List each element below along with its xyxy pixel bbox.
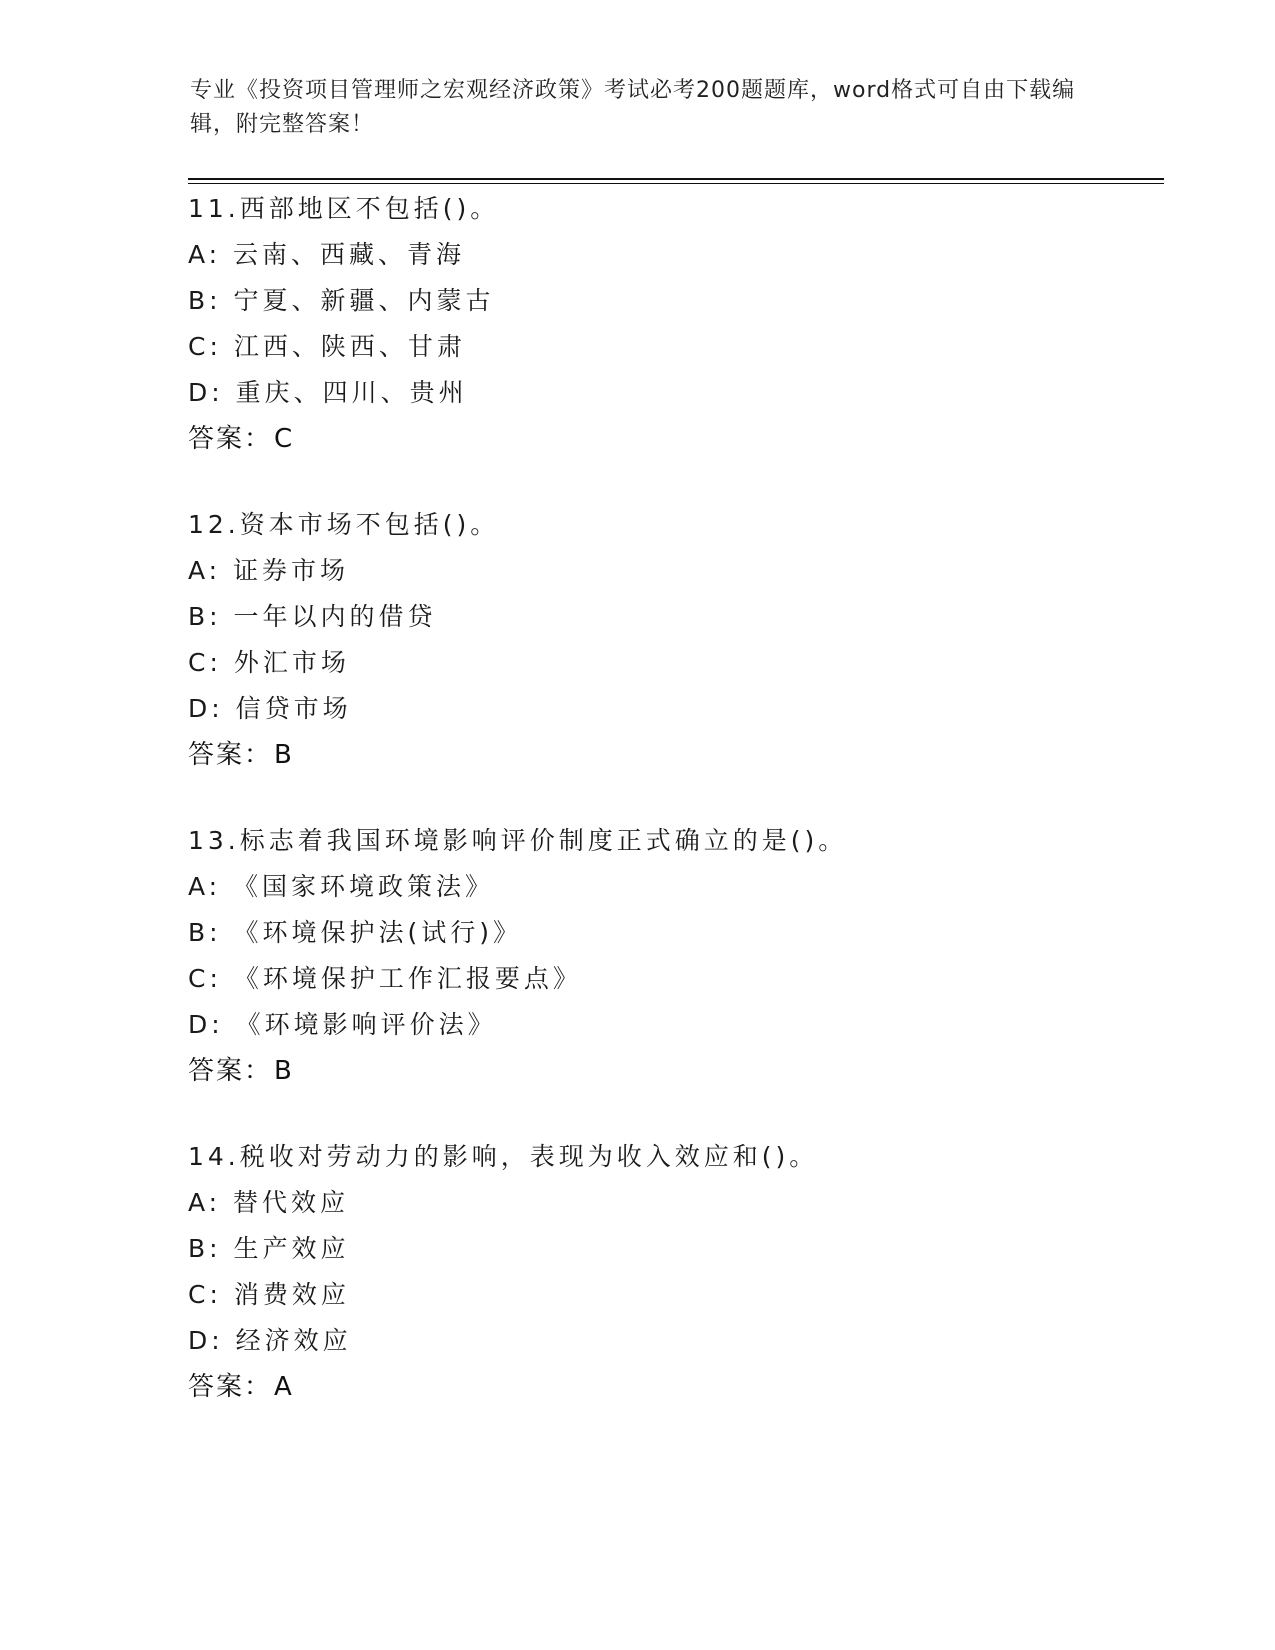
option-c: C: 江西、陕西、甘肃 bbox=[188, 332, 466, 361]
answer-line bbox=[188, 1364, 1148, 1410]
question-block-12 bbox=[188, 502, 1148, 778]
header-rule-thick bbox=[188, 178, 1164, 180]
option-c: C: 消费效应 bbox=[188, 1280, 350, 1309]
document-intro: 专业《投资项目管理师之宏观经济政策》考试必考200题题库，word格式可自由下载编辑，附完整答案！ bbox=[190, 78, 1076, 137]
option-c: C: 《环境保护工作汇报要点》 bbox=[188, 964, 582, 993]
answer-line bbox=[188, 416, 1148, 462]
option-a: A: 证券市场 bbox=[188, 556, 350, 585]
option-d: D: 经济效应 bbox=[188, 1326, 352, 1355]
option-b: B: 《环境保护法(试行)》 bbox=[188, 918, 523, 947]
option-d: D: 《环境影响评价法》 bbox=[188, 1010, 497, 1039]
option-b: B: 生产效应 bbox=[188, 1234, 350, 1263]
answer-label: 答案： bbox=[188, 424, 273, 454]
option-d: D: 重庆、四川、贵州 bbox=[188, 378, 468, 407]
answer-label: 答案： bbox=[188, 1372, 273, 1402]
answer-line bbox=[188, 1048, 1148, 1094]
answer-value: B bbox=[274, 1056, 292, 1086]
question-block-14 bbox=[188, 1134, 1148, 1410]
option-b: B: 一年以内的借贷 bbox=[188, 602, 437, 631]
answer-line bbox=[188, 732, 1148, 778]
header-rule-thin bbox=[188, 183, 1164, 184]
question-block-11 bbox=[188, 186, 1148, 462]
option-c: C: 外汇市场 bbox=[188, 648, 350, 677]
question-block-13 bbox=[188, 818, 1148, 1094]
answer-label: 答案： bbox=[188, 1056, 273, 1086]
option-d: D: 信贷市场 bbox=[188, 694, 352, 723]
option-a: A: 云南、西藏、青海 bbox=[188, 240, 466, 269]
question-stem: 13.标志着我国环境影响评价制度正式确立的是()。 bbox=[188, 826, 848, 855]
answer-label: 答案： bbox=[188, 740, 273, 770]
option-a: A: 替代效应 bbox=[188, 1188, 350, 1217]
question-stem: 11.西部地区不包括()。 bbox=[188, 194, 500, 223]
question-stem: 14.税收对劳动力的影响，表现为收入效应和()。 bbox=[188, 1142, 819, 1171]
answer-value: C bbox=[274, 424, 293, 454]
answer-value: A bbox=[274, 1372, 292, 1402]
question-stem: 12.资本市场不包括()。 bbox=[188, 510, 500, 539]
answer-value: B bbox=[274, 740, 292, 770]
option-b: B: 宁夏、新疆、内蒙古 bbox=[188, 286, 495, 315]
option-a: A: 《国家环境政策法》 bbox=[188, 872, 495, 901]
